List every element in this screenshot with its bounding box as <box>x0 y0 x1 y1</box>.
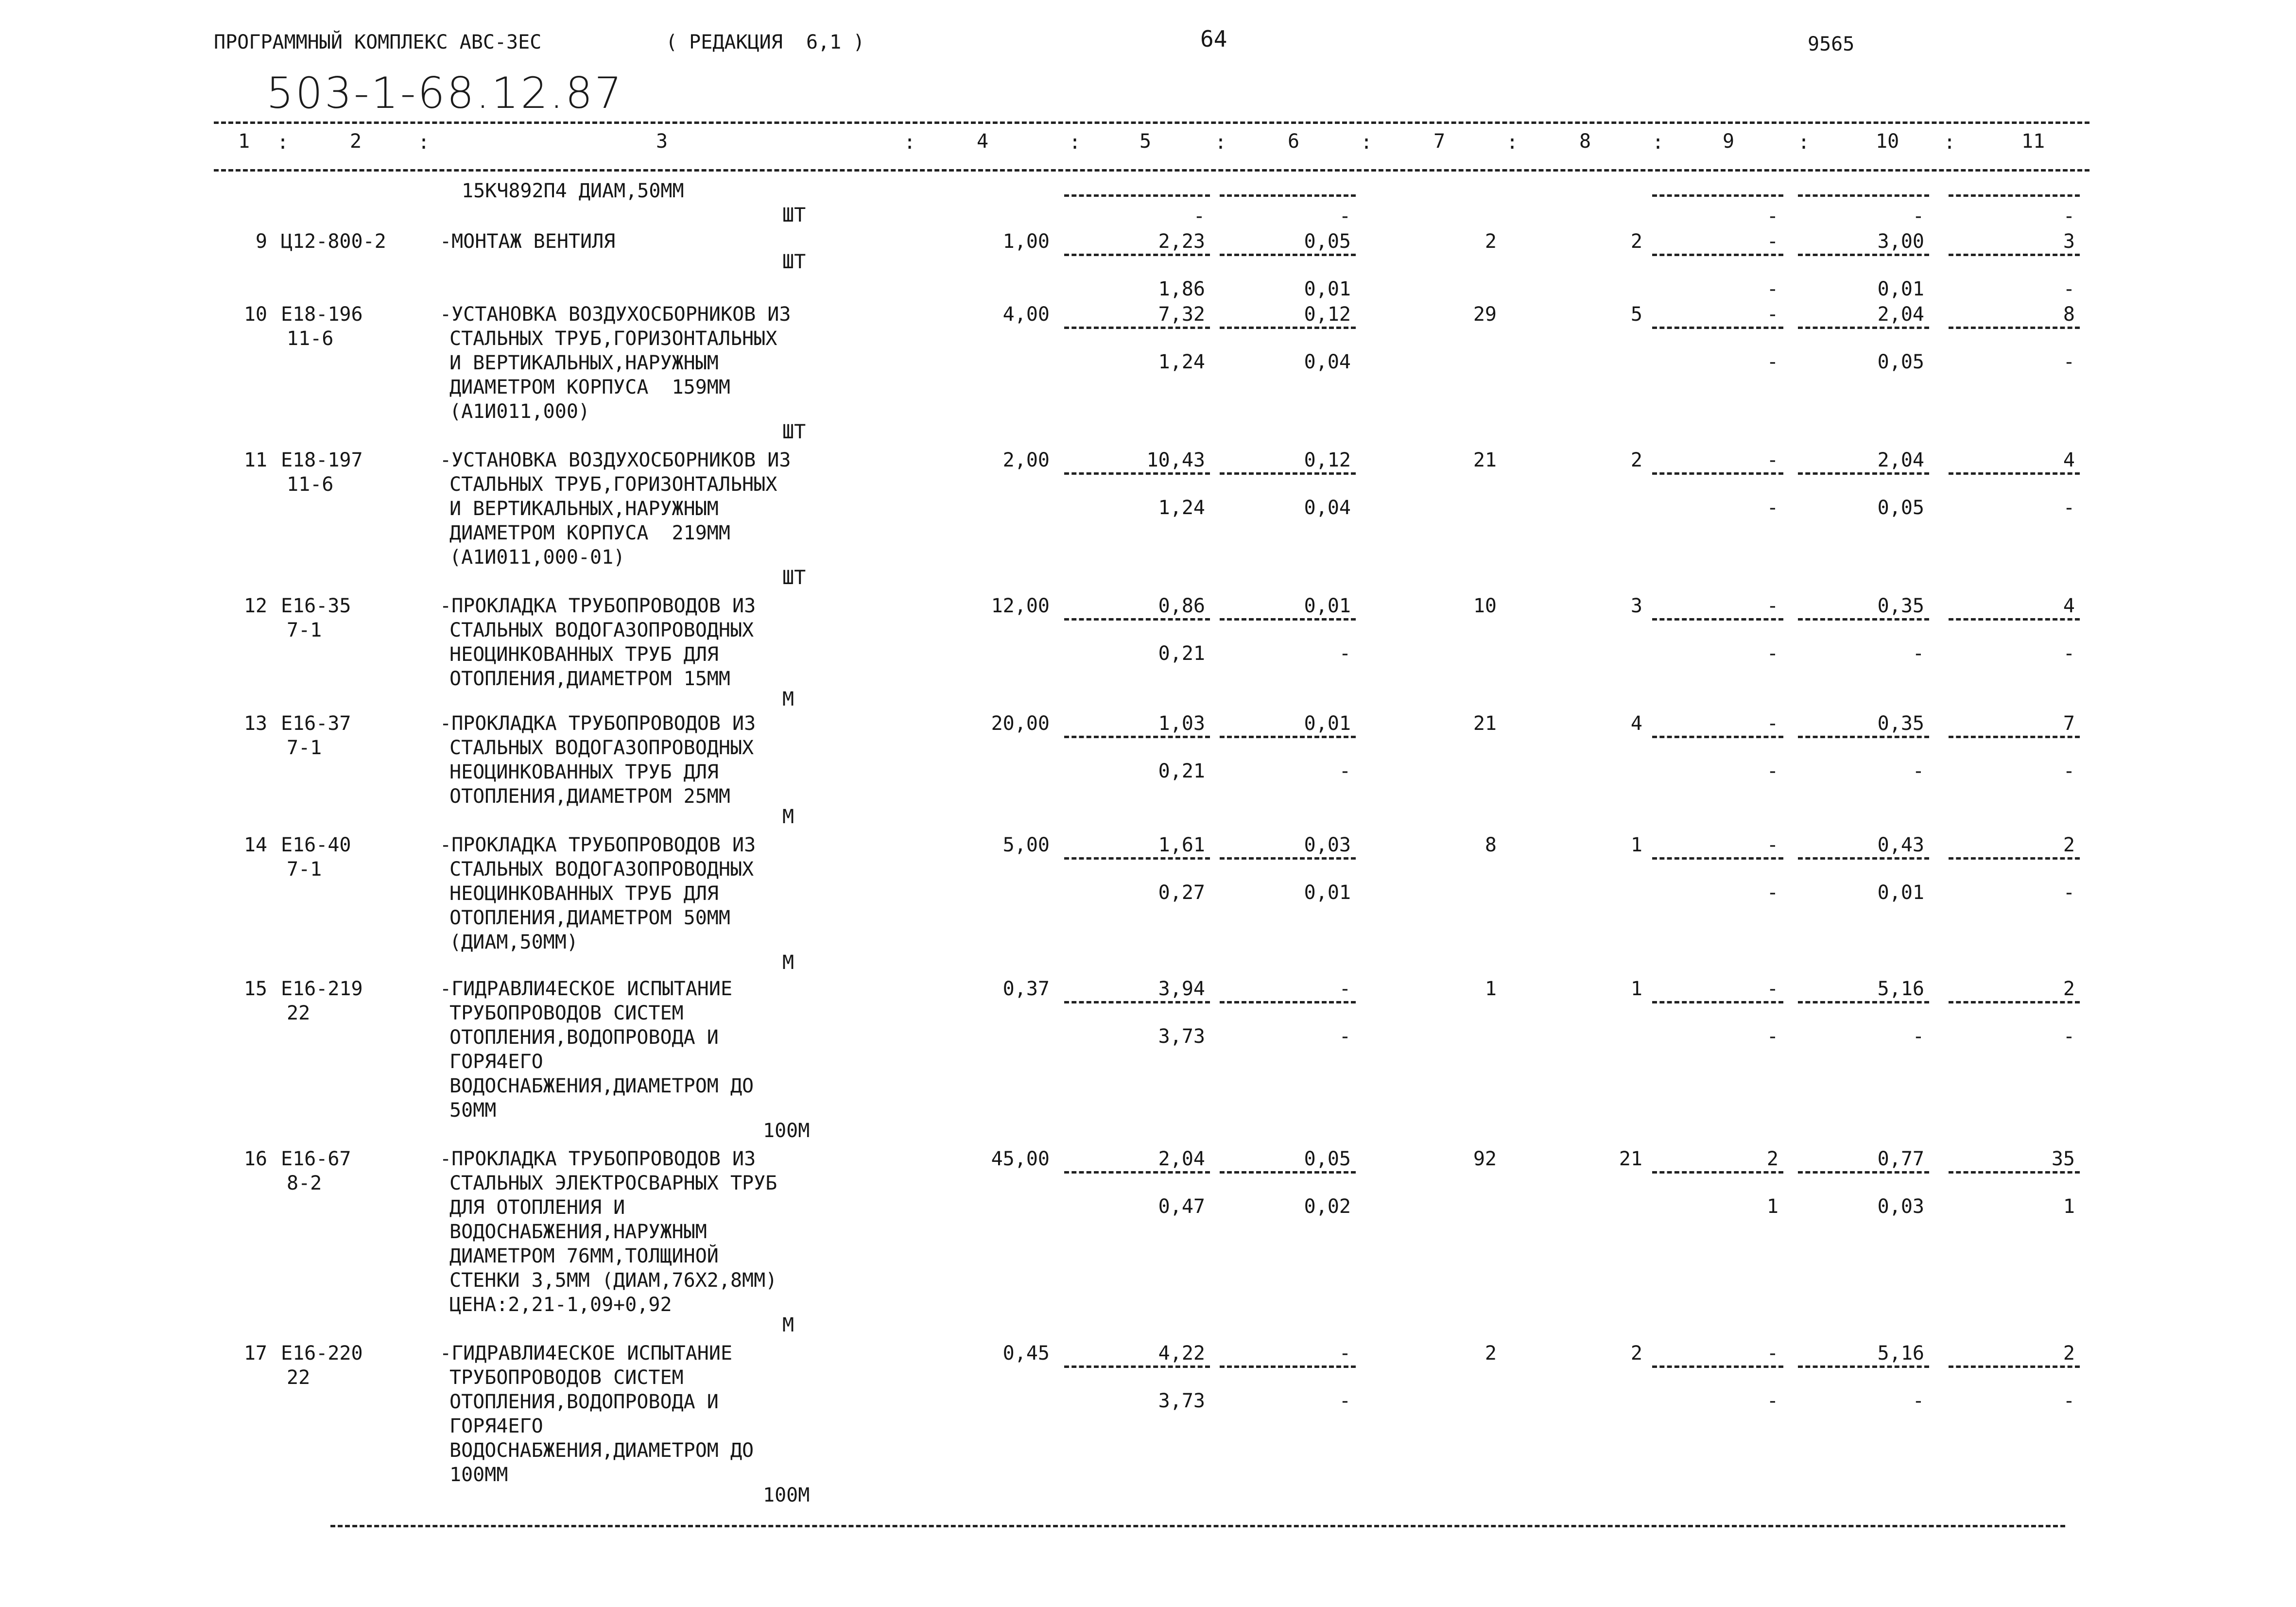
row-c10: 3,00 <box>1877 230 1924 253</box>
row-c10: 2,04 <box>1877 303 1924 326</box>
row-c10: 0,77 <box>1877 1148 1924 1170</box>
row-rule-c5 <box>1064 254 1210 256</box>
row-c8: 3 <box>1630 595 1642 617</box>
column-header-6: 6 <box>1288 130 1300 153</box>
row-c10-lower: - <box>1912 760 1924 782</box>
row-rule-c11 <box>1949 736 2080 738</box>
row-code: 7-1 <box>287 858 322 881</box>
row-c5-lower: 1,24 <box>1158 497 1205 519</box>
row-rule-c11 <box>1949 1365 2080 1368</box>
row-unit: М <box>782 951 794 974</box>
row-rule-c9 <box>1652 327 1783 329</box>
row-c10-lower: 0,05 <box>1877 497 1924 519</box>
lead-c9-lower: - <box>1766 205 1778 227</box>
row-c7: 92 <box>1473 1148 1497 1170</box>
row-description-line: ГОРЯ4ЕГО <box>449 1415 543 1437</box>
row-description-line: ТРУБОПРОВОДОВ СИСТЕМ <box>449 1366 684 1389</box>
row-code: Е16-37 <box>281 712 351 735</box>
row-c6: 0,05 <box>1304 230 1351 253</box>
column-separator: : <box>904 131 916 154</box>
row-rule-c6 <box>1220 254 1356 256</box>
row-c5: 3,94 <box>1158 978 1205 1000</box>
row-c11-lower: - <box>2063 642 2075 665</box>
row-description-line: НЕОЦИНКОВАННЫХ ТРУБ ДЛЯ <box>449 882 719 905</box>
row-rule-c9 <box>1652 1171 1783 1174</box>
row-number: 9 <box>255 230 267 253</box>
row-description-line: ОТОПЛЕНИЯ,ДИАМЕТРОМ 15ММ <box>449 668 730 690</box>
row-description-line: СТАЛЬНЫХ ТРУБ,ГОРИЗОНТАЛЬНЫХ <box>449 473 777 496</box>
row-c6: 0,12 <box>1304 303 1351 326</box>
row-c9: - <box>1766 303 1778 326</box>
handwritten-reference: 503-1-68.12.87 <box>266 68 624 118</box>
lead-rule-c6 <box>1220 194 1356 197</box>
table-end-rule <box>330 1525 2065 1527</box>
row-c7: 10 <box>1473 595 1497 617</box>
row-description-line: -ГИДРАВЛИ4ЕСКОЕ ИСПЫТАНИЕ <box>440 1342 733 1365</box>
row-rule-c6 <box>1220 1001 1356 1003</box>
column-header-8: 8 <box>1579 130 1591 153</box>
row-description-line: (ДИАМ,50ММ) <box>449 931 578 953</box>
row-description-line: НЕОЦИНКОВАННЫХ ТРУБ ДЛЯ <box>449 643 719 666</box>
row-c7: 21 <box>1473 449 1497 471</box>
row-description-line: (А1И011,000) <box>449 400 590 423</box>
row-description-line: -ПРОКЛАДКА ТРУБОПРОВОДОВ ИЗ <box>440 712 756 735</box>
lead-description: 15КЧ892П4 ДИАМ,50ММ <box>462 180 684 202</box>
row-c6-lower: - <box>1339 642 1351 665</box>
row-rule-c5 <box>1064 736 1210 738</box>
row-rule-c10 <box>1798 1365 1929 1368</box>
row-code: 11-6 <box>287 328 334 350</box>
row-rule-c9 <box>1652 736 1783 738</box>
row-rule-c11 <box>1949 1171 2080 1174</box>
row-description-line: И ВЕРТИКАЛЬНЫХ,НАРУЖНЫМ <box>449 352 719 374</box>
row-c8: 4 <box>1630 712 1642 735</box>
row-rule-c9 <box>1652 857 1783 860</box>
row-c5-lower: 0,21 <box>1158 760 1205 782</box>
row-c6: - <box>1339 1342 1351 1365</box>
row-description-line: ВОДОСНАБЖЕНИЯ,ДИАМЕТРОМ ДО <box>449 1075 754 1097</box>
row-c4: 45,00 <box>991 1148 1050 1170</box>
row-c9-lower: - <box>1766 1390 1778 1412</box>
row-description-line: ДИАМЕТРОМ КОРПУСА 219ММ <box>449 522 730 544</box>
row-description-line: -МОНТАЖ ВЕНТИЛЯ <box>440 230 616 253</box>
row-c9-lower: 1 <box>1766 1195 1778 1218</box>
row-c6-lower: 0,04 <box>1304 351 1351 373</box>
row-c9: - <box>1766 1342 1778 1365</box>
row-unit: М <box>782 688 794 710</box>
row-description-line: ЦЕНА:2,21-1,09+0,92 <box>449 1294 672 1316</box>
row-c4: 1,00 <box>1002 230 1050 253</box>
lead-rule-c9 <box>1652 194 1783 197</box>
row-rule-c10 <box>1798 1171 1929 1174</box>
column-header-11: 11 <box>2021 130 2045 153</box>
row-description-line: ОТОПЛЕНИЯ,ДИАМЕТРОМ 50ММ <box>449 907 730 929</box>
document-code: 9565 <box>1808 33 1855 55</box>
row-c6-lower: - <box>1339 760 1351 782</box>
row-c6: 0,01 <box>1304 712 1351 735</box>
row-number: 16 <box>243 1148 267 1170</box>
row-rule-c6 <box>1220 1365 1356 1368</box>
row-code: 8-2 <box>287 1172 322 1194</box>
row-rule-c10 <box>1798 736 1929 738</box>
row-description-line: -УСТАНОВКА ВОЗДУХОСБОРНИКОВ ИЗ <box>440 449 791 471</box>
row-description-line: И ВЕРТИКАЛЬНЫХ,НАРУЖНЫМ <box>449 498 719 520</box>
row-c11: 2 <box>2063 1342 2075 1365</box>
edition-label: ( РЕДАКЦИЯ 6,1 ) <box>666 31 865 53</box>
row-description-line: ДИАМЕТРОМ 76ММ,ТОЛЩИНОЙ <box>449 1245 719 1267</box>
lead-rule-c11 <box>1949 194 2080 197</box>
row-description-line: ГОРЯ4ЕГО <box>449 1051 543 1073</box>
row-c5: 7,32 <box>1158 303 1205 326</box>
row-rule-c11 <box>1949 857 2080 860</box>
column-separator: : <box>418 131 430 154</box>
lead-c6-lower: - <box>1339 205 1351 227</box>
column-separator: : <box>1069 131 1081 154</box>
row-c10-lower: 0,01 <box>1877 278 1924 300</box>
row-c6: 0,05 <box>1304 1148 1351 1170</box>
row-code: Е16-40 <box>281 834 351 856</box>
row-rule-c10 <box>1798 254 1929 256</box>
row-number: 10 <box>243 303 267 326</box>
row-description-line: ОТОПЛЕНИЯ,ВОДОПРОВОДА И <box>449 1026 719 1049</box>
row-c9: - <box>1766 449 1778 471</box>
row-c9: - <box>1766 230 1778 253</box>
row-c8: 5 <box>1630 303 1642 326</box>
row-rule-c10 <box>1798 472 1929 475</box>
column-header-1: 1 <box>238 130 250 153</box>
row-number: 13 <box>243 712 267 735</box>
row-rule-c9 <box>1652 1001 1783 1003</box>
column-header-7: 7 <box>1433 130 1446 153</box>
row-description-line: -ГИДРАВЛИ4ЕСКОЕ ИСПЫТАНИЕ <box>440 978 733 1000</box>
row-c10-lower: - <box>1912 642 1924 665</box>
row-c7: 8 <box>1485 834 1497 856</box>
row-c9-lower: - <box>1766 497 1778 519</box>
row-c6: 0,12 <box>1304 449 1351 471</box>
row-description-line: СТАЛЬНЫХ ВОДОГАЗОПРОВОДНЫХ <box>449 737 754 759</box>
row-c5: 1,03 <box>1158 712 1205 735</box>
row-c11-lower: - <box>2063 1025 2075 1048</box>
lead-rule-c10 <box>1798 194 1929 197</box>
program-title: ПРОГРАММНЫЙ КОМПЛЕКС АВС-3ЕС <box>214 31 542 53</box>
row-number: 17 <box>243 1342 267 1365</box>
page-number: 64 <box>1200 26 1227 52</box>
row-c10-lower: - <box>1912 1025 1924 1048</box>
column-header-10: 10 <box>1876 130 1899 153</box>
row-c8: 2 <box>1630 1342 1642 1365</box>
row-c11: 3 <box>2063 230 2075 253</box>
lead-c5-lower: - <box>1193 205 1205 227</box>
row-unit: М <box>782 1314 794 1336</box>
lead-c11-lower: - <box>2063 205 2075 227</box>
row-description-line: ОТОПЛЕНИЯ,ВОДОПРОВОДА И <box>449 1391 719 1413</box>
row-rule-c5 <box>1064 1365 1210 1368</box>
row-c5: 2,04 <box>1158 1148 1205 1170</box>
row-c6-lower: 0,01 <box>1304 881 1351 904</box>
row-code: Е16-219 <box>281 978 363 1000</box>
row-c10: 0,35 <box>1877 595 1924 617</box>
row-c6-lower: 0,01 <box>1304 278 1351 300</box>
row-c6-lower: - <box>1339 1390 1351 1412</box>
row-c6-lower: 0,02 <box>1304 1195 1351 1218</box>
row-unit: ШТ <box>782 421 806 443</box>
row-c4: 12,00 <box>991 595 1050 617</box>
row-c11: 7 <box>2063 712 2075 735</box>
row-rule-c5 <box>1064 472 1210 475</box>
row-description-line: СТАЛЬНЫХ ТРУБ,ГОРИЗОНТАЛЬНЫХ <box>449 328 777 350</box>
row-c5-lower: 3,73 <box>1158 1025 1205 1048</box>
row-c11-lower: - <box>2063 760 2075 782</box>
row-rule-c9 <box>1652 618 1783 621</box>
row-c9-lower: - <box>1766 881 1778 904</box>
row-code: Ц12-800-2 <box>281 230 386 253</box>
row-number: 14 <box>243 834 267 856</box>
row-c9: - <box>1766 595 1778 617</box>
row-code: 7-1 <box>287 619 322 641</box>
column-separator: : <box>1506 131 1519 154</box>
row-c8: 1 <box>1630 978 1642 1000</box>
row-rule-c6 <box>1220 1171 1356 1174</box>
row-description-line: -ПРОКЛАДКА ТРУБОПРОВОДОВ ИЗ <box>440 1148 756 1170</box>
row-number: 12 <box>243 595 267 617</box>
column-header-3: 3 <box>656 130 668 153</box>
row-description-line: ОТОПЛЕНИЯ,ДИАМЕТРОМ 25ММ <box>449 785 730 808</box>
row-c5: 2,23 <box>1158 230 1205 253</box>
row-description-line: -ПРОКЛАДКА ТРУБОПРОВОДОВ ИЗ <box>440 595 756 617</box>
row-rule-c11 <box>1949 327 2080 329</box>
row-c5-lower: 1,24 <box>1158 351 1205 373</box>
row-rule-c5 <box>1064 618 1210 621</box>
row-unit: ШТ <box>782 567 806 589</box>
row-c6-lower: 0,04 <box>1304 497 1351 519</box>
row-c10-lower: 0,01 <box>1877 881 1924 904</box>
column-separator: : <box>1798 131 1810 154</box>
row-c9-lower: - <box>1766 1025 1778 1048</box>
row-number: 11 <box>243 449 267 471</box>
row-description-line: -УСТАНОВКА ВОЗДУХОСБОРНИКОВ ИЗ <box>440 303 791 326</box>
row-code: Е18-196 <box>281 303 363 326</box>
row-c11: 8 <box>2063 303 2075 326</box>
row-description-line: ТРУБОПРОВОДОВ СИСТЕМ <box>449 1002 684 1024</box>
row-c9: 2 <box>1766 1148 1778 1170</box>
row-c4: 4,00 <box>1002 303 1050 326</box>
row-rule-c11 <box>1949 254 2080 256</box>
row-rule-c6 <box>1220 857 1356 860</box>
row-c9: - <box>1766 978 1778 1000</box>
row-description-line: 50ММ <box>449 1099 497 1122</box>
row-code: Е16-67 <box>281 1148 351 1170</box>
row-code: 7-1 <box>287 737 322 759</box>
row-c4: 2,00 <box>1002 449 1050 471</box>
row-description-line: ВОДОСНАБЖЕНИЯ,НАРУЖНЫМ <box>449 1221 707 1243</box>
column-header-5: 5 <box>1139 130 1152 153</box>
row-c5-lower: 3,73 <box>1158 1390 1205 1412</box>
row-rule-c5 <box>1064 857 1210 860</box>
row-code: Е16-220 <box>281 1342 363 1365</box>
row-description-line: -ПРОКЛАДКА ТРУБОПРОВОДОВ ИЗ <box>440 834 756 856</box>
column-separator: : <box>1215 131 1227 154</box>
lead-c10-lower: - <box>1912 205 1924 227</box>
row-code: 11-6 <box>287 473 334 496</box>
row-c11-lower: - <box>2063 497 2075 519</box>
row-code: 22 <box>287 1366 311 1389</box>
column-header-4: 4 <box>977 130 989 153</box>
row-c5-lower: 0,21 <box>1158 642 1205 665</box>
row-c6: 0,01 <box>1304 595 1351 617</box>
column-separator: : <box>1361 131 1373 154</box>
row-c11: 4 <box>2063 595 2075 617</box>
row-c10-lower: 0,05 <box>1877 351 1924 373</box>
row-c9: - <box>1766 834 1778 856</box>
row-description-line: НЕОЦИНКОВАННЫХ ТРУБ ДЛЯ <box>449 761 719 783</box>
row-c6-lower: - <box>1339 1025 1351 1048</box>
row-rule-c9 <box>1652 254 1783 256</box>
row-c11: 2 <box>2063 834 2075 856</box>
row-rule-c10 <box>1798 1001 1929 1003</box>
row-c6: 0,03 <box>1304 834 1351 856</box>
row-code: 22 <box>287 1002 311 1024</box>
row-c10: 0,35 <box>1877 712 1924 735</box>
header-rule-bottom <box>214 169 2089 172</box>
row-rule-c6 <box>1220 472 1356 475</box>
row-c9-lower: - <box>1766 642 1778 665</box>
row-description-line: ДИАМЕТРОМ КОРПУСА 159ММ <box>449 376 730 398</box>
row-c4: 5,00 <box>1002 834 1050 856</box>
row-rule-c9 <box>1652 1365 1783 1368</box>
row-rule-c5 <box>1064 1171 1210 1174</box>
lead-unit: ШТ <box>782 204 806 226</box>
row-c11: 2 <box>2063 978 2075 1000</box>
column-header-9: 9 <box>1723 130 1735 153</box>
row-description-line: СТАЛЬНЫХ ЭЛЕКТРОСВАРНЫХ ТРУБ <box>449 1172 777 1194</box>
row-c10: 2,04 <box>1877 449 1924 471</box>
lead-rule-c5 <box>1064 194 1210 197</box>
row-c7: 1 <box>1485 978 1497 1000</box>
row-c5-lower: 1,86 <box>1158 278 1205 300</box>
row-c8: 2 <box>1630 449 1642 471</box>
row-c5: 10,43 <box>1146 449 1205 471</box>
column-separator: : <box>1652 131 1664 154</box>
row-description-line: СТЕНКИ 3,5ММ (ДИАМ,76Х2,8ММ) <box>449 1269 777 1292</box>
row-c10-lower: 0,03 <box>1877 1195 1924 1218</box>
row-rule-c5 <box>1064 1001 1210 1003</box>
row-c5: 0,86 <box>1158 595 1205 617</box>
row-c9: - <box>1766 712 1778 735</box>
row-c9-lower: - <box>1766 760 1778 782</box>
row-c10-lower: - <box>1912 1390 1924 1412</box>
row-c11: 4 <box>2063 449 2075 471</box>
row-unit: ШТ <box>782 251 806 273</box>
row-rule-c6 <box>1220 618 1356 621</box>
row-description-line: СТАЛЬНЫХ ВОДОГАЗОПРОВОДНЫХ <box>449 858 754 881</box>
row-rule-c11 <box>1949 618 2080 621</box>
row-c4: 20,00 <box>991 712 1050 735</box>
row-code: Е16-35 <box>281 595 351 617</box>
row-c9-lower: - <box>1766 278 1778 300</box>
column-separator: : <box>277 131 289 154</box>
row-c11-lower: - <box>2063 1390 2075 1412</box>
row-c8: 2 <box>1630 230 1642 253</box>
row-c10: 5,16 <box>1877 1342 1924 1365</box>
row-description-line: (А1И011,000-01) <box>449 546 625 569</box>
row-c5: 1,61 <box>1158 834 1205 856</box>
row-c11: 35 <box>2051 1148 2075 1170</box>
row-description-line: СТАЛЬНЫХ ВОДОГАЗОПРОВОДНЫХ <box>449 619 754 641</box>
row-rule-c10 <box>1798 618 1929 621</box>
row-c5: 4,22 <box>1158 1342 1205 1365</box>
header-rule-top <box>214 121 2089 124</box>
row-c9-lower: - <box>1766 351 1778 373</box>
row-c10: 0,43 <box>1877 834 1924 856</box>
row-rule-c10 <box>1798 327 1929 329</box>
row-c4: 0,37 <box>1002 978 1050 1000</box>
row-c8: 21 <box>1619 1148 1642 1170</box>
row-c7: 21 <box>1473 712 1497 735</box>
row-rule-c9 <box>1652 472 1783 475</box>
row-c10: 5,16 <box>1877 978 1924 1000</box>
row-c6: - <box>1339 978 1351 1000</box>
row-rule-c6 <box>1220 736 1356 738</box>
row-rule-c6 <box>1220 327 1356 329</box>
row-c7: 2 <box>1485 1342 1497 1365</box>
column-header-2: 2 <box>350 130 362 153</box>
row-c11-lower: - <box>2063 278 2075 300</box>
row-c7: 29 <box>1473 303 1497 326</box>
row-number: 15 <box>243 978 267 1000</box>
row-c8: 1 <box>1630 834 1642 856</box>
row-c11-lower: - <box>2063 351 2075 373</box>
row-description-line: 100ММ <box>449 1464 508 1486</box>
row-rule-c11 <box>1949 472 2080 475</box>
row-unit: 100М <box>763 1120 810 1142</box>
row-c11-lower: 1 <box>2063 1195 2075 1218</box>
row-c11-lower: - <box>2063 881 2075 904</box>
row-unit: М <box>782 806 794 828</box>
row-rule-c11 <box>1949 1001 2080 1003</box>
row-description-line: ВОДОСНАБЖЕНИЯ,ДИАМЕТРОМ ДО <box>449 1439 754 1462</box>
row-description-line: ДЛЯ ОТОПЛЕНИЯ И <box>449 1196 625 1219</box>
row-rule-c5 <box>1064 327 1210 329</box>
column-separator: : <box>1944 131 1956 154</box>
row-code: Е18-197 <box>281 449 363 471</box>
row-unit: 100М <box>763 1484 810 1506</box>
row-c5-lower: 0,47 <box>1158 1195 1205 1218</box>
row-c7: 2 <box>1485 230 1497 253</box>
row-c5-lower: 0,27 <box>1158 881 1205 904</box>
row-c4: 0,45 <box>1002 1342 1050 1365</box>
row-rule-c10 <box>1798 857 1929 860</box>
